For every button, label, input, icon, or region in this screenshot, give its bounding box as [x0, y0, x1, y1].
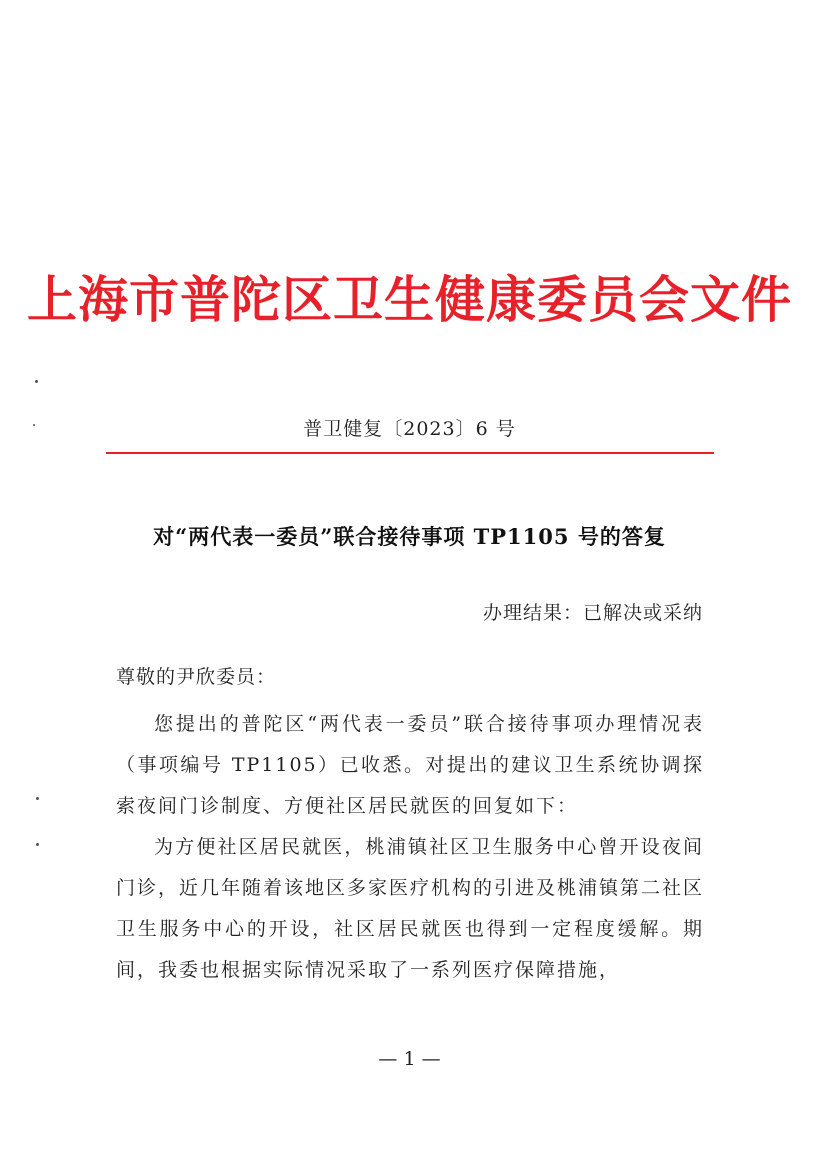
red-divider-line [106, 452, 714, 454]
document-title: 对“两代表一委员”联合接待事项 TP1105 号的答复 [153, 524, 666, 549]
scan-speck [33, 424, 35, 426]
letterhead-title: 上海市普陀区卫生健康委员会文件 [27, 271, 792, 329]
scan-speck [36, 797, 39, 800]
body-paragraph: 为方便社区居民就医，桃浦镇社区卫生服务中心曾开设夜间门诊，近几年随着该地区多家医疗机构的引进及桃浦镇第二社区卫生服务中心的开设，社区居民就医也得到一定程度缓解。期间，我委也根据实际情况采取了一系列医疗保障措施， [116, 836, 705, 981]
body-text [116, 704, 704, 991]
document-number: 普卫健复〔2023〕6 号 [303, 418, 516, 440]
body-paragraph: 您提出的普陀区“两代表一委员”联合接待事项办理情况表（事项编号 TP1105）已收悉。对提出的建议卫生系统协调探索夜间门诊制度、方便社区居民就医的回复如下： [116, 713, 704, 817]
scan-speck [35, 380, 38, 383]
handling-result: 办理结果：已解决或采纳 [482, 602, 703, 624]
salutation: 尊敬的尹欣委员： [116, 666, 277, 688]
scan-speck [36, 843, 39, 846]
page-number: — 1 — [378, 1048, 441, 1070]
